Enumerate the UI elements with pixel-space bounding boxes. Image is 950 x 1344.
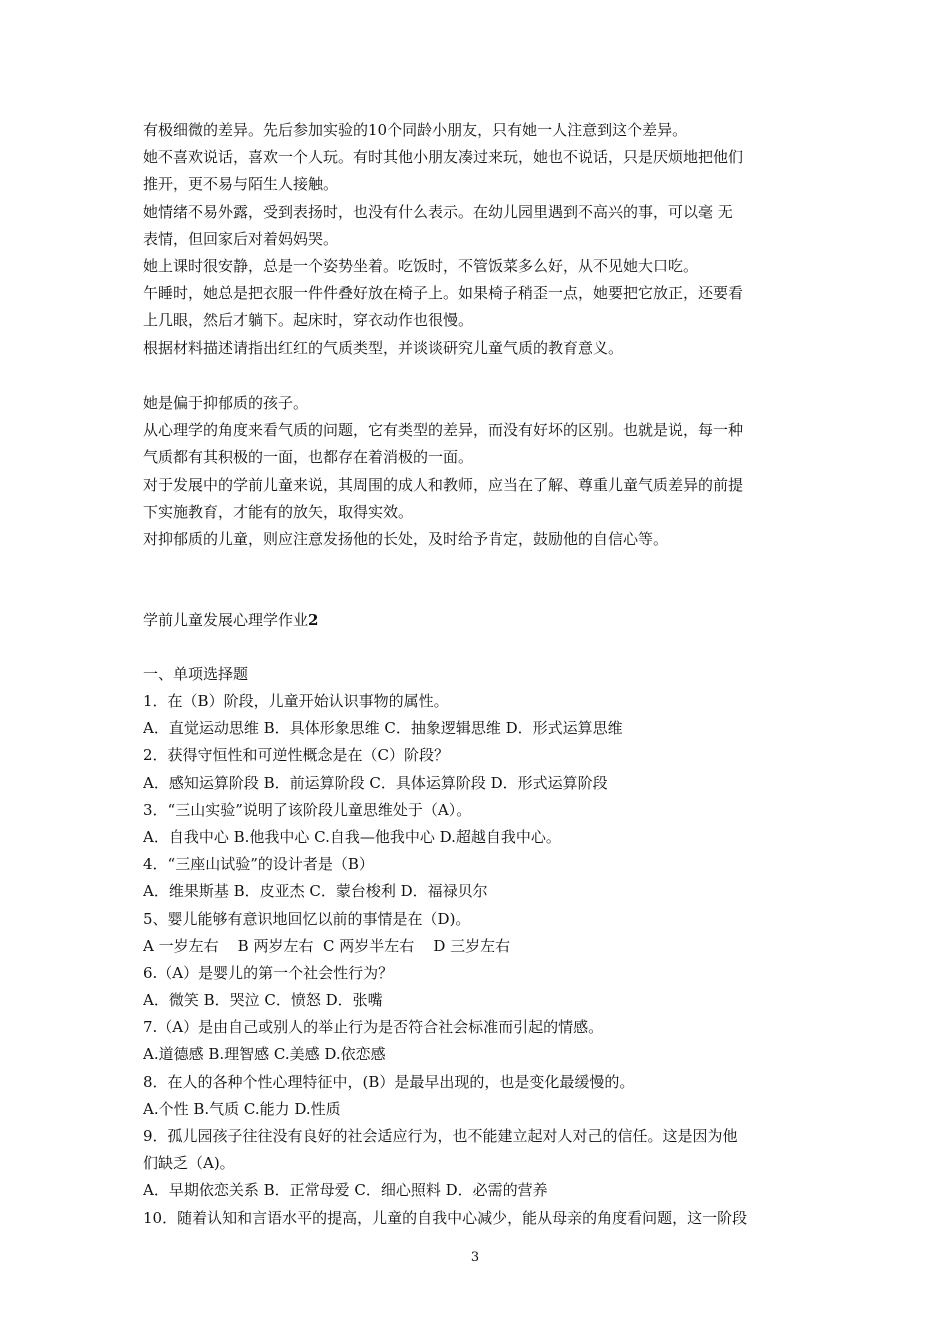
text-line: 对抑郁质的儿童，则应注意发扬他的长处，及时给予肯定，鼓励他的自信心等。 xyxy=(143,529,669,548)
answer-section xyxy=(143,390,811,553)
question-line: 6.（A）是婴儿的第一个社会性行为？ xyxy=(143,963,394,982)
options-line: A．自我中心 B.他我中心 C.自我—他我中心 D.超越自我中心。 xyxy=(143,827,561,846)
options-line: A．早期依恋关系 B．正常母爱 C．细心照料 D．必需的营养 xyxy=(143,1181,548,1200)
question-list xyxy=(143,688,811,1232)
text-line: 从心理学的角度来看气质的问题，它有类型的差异，而没有好坏的区别。也就是说，每一种 xyxy=(143,421,744,440)
text-line: 她不喜欢说话，喜欢一个人玩。有时其他小朋友凑过来玩，她也不说话，只是厌烦地把他们 xyxy=(143,148,744,167)
text-line: 气质都有其积极的一面，也都存在着消极的一面。 xyxy=(143,448,474,467)
assignment-title-number: 2 xyxy=(308,611,319,629)
text-line: 她是偏于抑郁质的孩子。 xyxy=(143,394,309,412)
text-line: 推开，更不易与陌生人接触。 xyxy=(143,175,339,194)
question-line: 5、婴儿能够有意识地回忆以前的事情是在（D)。 xyxy=(143,909,471,928)
text-line: 根据材料描述请指出红红的气质类型，并谈谈研究儿童气质的教育意义。 xyxy=(143,338,624,357)
options-line: A．微笑 B．哭泣 C．愤怒 D．张嘴 xyxy=(143,991,383,1010)
text-line: 对于发展中的学前儿童来说，其周围的成人和教师，应当在了解、尊重儿童气质差异的前提 xyxy=(143,475,744,494)
options-line: A．感知运算阶段 B．前运算阶段 C．具体运算阶段 D．形式运算阶段 xyxy=(143,773,608,792)
text-line: 她上课时很安静，总是一个姿势坐着。吃饭时，不管饭菜多么好，从不见她大口吃。 xyxy=(143,256,699,275)
question-line: 10．随着认知和言语水平的提高，儿童的自我中心减少，能从母亲的角度看问题，这一阶段 xyxy=(143,1208,748,1227)
assignment-title-text: 学前儿童发展心理学作业 xyxy=(143,611,309,629)
question-line: 4．“三座山试验”的设计者是（B） xyxy=(143,855,374,874)
text-line: 有极细微的差异。先后参加实验的10个同龄小朋友，只有她一人注意到这个差异。 xyxy=(143,121,688,139)
question-line: 3．“三山实验”说明了该阶段儿童思维处于（A）。 xyxy=(143,800,472,819)
text-line: 下实施教育，才能有的放矢，取得实效。 xyxy=(143,502,414,521)
options-line: A．直觉运动思维 B．具体形象思维 C．抽象逻辑思维 D．形式运算思维 xyxy=(143,719,623,738)
question-line: 8．在人的各种个性心理特征中，(B）是最早出现的，也是变化最缓慢的。 xyxy=(143,1072,635,1091)
assignment-title xyxy=(143,607,811,634)
text-line: 她情绪不易外露，受到表扬时，也没有什么表示。在幼儿园里遇到不高兴的事，可以毫 无 xyxy=(143,202,733,221)
text-line: 表情，但回家后对着妈妈哭。 xyxy=(143,229,339,248)
question-line: 2．获得守恒性和可逆性概念是在（C）阶段？ xyxy=(143,746,450,765)
options-line: A 一岁左右 B 两岁左右 C 两岁半左右 D 三岁左右 xyxy=(143,936,511,955)
text-line: 上几眼，然后才躺下。起床时，穿衣动作也很慢。 xyxy=(143,311,474,330)
options-line: A.道德感 B.理智感 C.美感 D.依恋感 xyxy=(143,1045,386,1064)
question-line: 们缺乏（A)。 xyxy=(143,1154,235,1173)
section-heading: 一、单项选择题 xyxy=(143,665,249,683)
question-line: 1．在（B）阶段，儿童开始认识事物的属性。 xyxy=(143,692,449,710)
question-line: 7.（A）是由自己或别人的举止行为是否符合社会标准而引起的情感。 xyxy=(143,1018,604,1037)
options-line: A．维果斯基 B．皮亚杰 C．蒙台梭利 D．福禄贝尔 xyxy=(143,882,488,901)
text-line: 午睡时，她总是把衣服一件件叠好放在椅子上。如果椅子稍歪一点，她要把它放正，还要看 xyxy=(143,284,744,303)
case-description xyxy=(143,117,811,362)
options-line: A.个性 B.气质 C.能力 D.性质 xyxy=(143,1099,341,1118)
question-line: 9．孤儿园孩子往往没有良好的社会适应行为，也不能建立起对人对己的信任。这是因为他 xyxy=(143,1127,738,1145)
page-number: 3 xyxy=(470,1250,480,1265)
